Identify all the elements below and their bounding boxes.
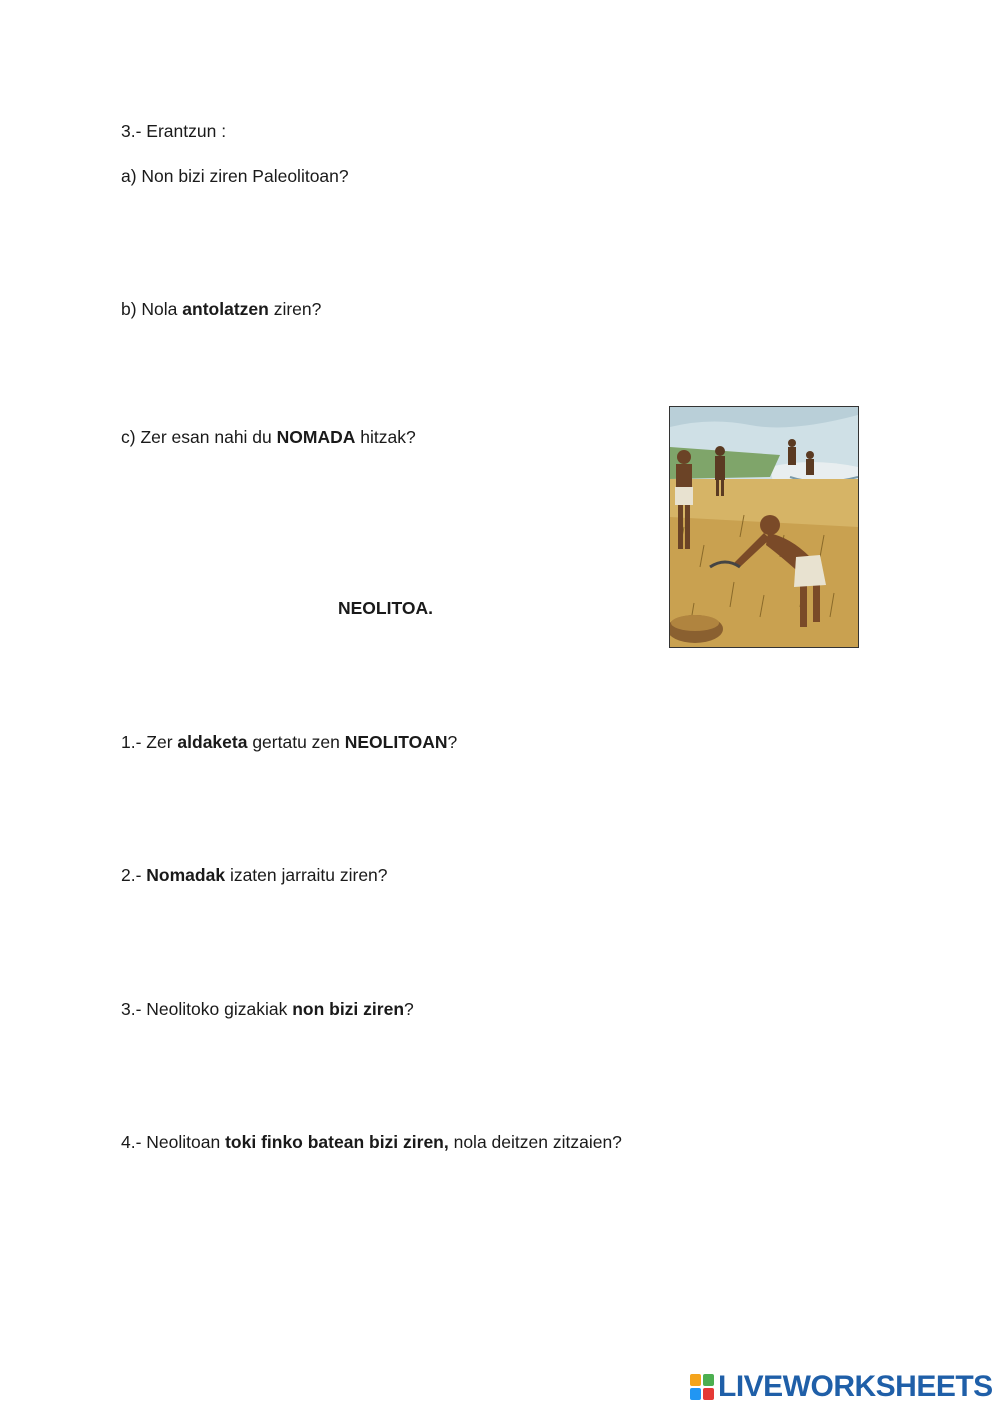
question-4-prefix: 4.- Neolitoan [121, 1132, 226, 1152]
question-b [121, 298, 321, 320]
question-a [121, 165, 349, 187]
question-3-bold: non bizi ziren [292, 999, 405, 1019]
question-2-bold: Nomadak [146, 865, 226, 885]
question-c [121, 426, 416, 448]
question-1-part3: ? [447, 732, 458, 752]
question-a-text: a) Non bizi ziren Paleolitoan? [121, 166, 349, 186]
liveworksheets-brand[interactable] [690, 1370, 993, 1404]
question-2-suffix: izaten jarraitu ziren? [225, 865, 388, 885]
question-1-bold1: aldaketa [177, 732, 248, 752]
question-1-bold2: NEOLITOAN [344, 732, 448, 752]
question-b-bold: antolatzen [182, 299, 269, 319]
neolitoa-question-1 [121, 731, 457, 753]
question-c-bold: NOMADA [276, 427, 356, 447]
liveworksheets-logo-icon [690, 1374, 714, 1400]
neolithic-farmers-image [669, 406, 859, 648]
question-2-prefix: 2.- [121, 865, 147, 885]
section-title: 3.- Erantzun : [121, 121, 227, 141]
neolitoa-question-3 [121, 998, 414, 1020]
neolitoa-question-4 [121, 1131, 622, 1153]
neolitoa-question-2 [121, 864, 388, 886]
question-c-prefix: c) Zer esan nahi du [121, 427, 277, 447]
question-3-prefix: 3.- Neolitoko gizakiak [121, 999, 293, 1019]
question-4-suffix: nola deitzen zitzaien? [448, 1132, 622, 1152]
question-1-part1: 1.- Zer [121, 732, 178, 752]
brand-name: LIVEWORKSHEETS [718, 1370, 993, 1403]
question-3-suffix: ? [404, 999, 414, 1019]
section-heading-neolitoa: NEOLITOA. [338, 598, 433, 618]
question-c-suffix: hitzak? [355, 427, 416, 447]
question-b-prefix: b) Nola [121, 299, 183, 319]
question-1-part2: gertatu zen [247, 732, 345, 752]
question-b-suffix: ziren? [268, 299, 322, 319]
question-4-bold: toki finko batean bizi ziren, [225, 1132, 449, 1152]
neolithic-farmers-harvesting-icon [670, 407, 858, 647]
